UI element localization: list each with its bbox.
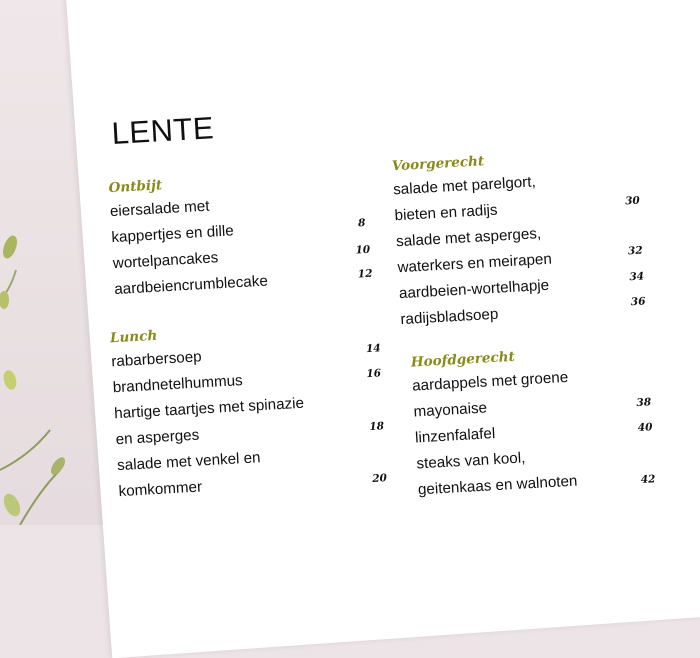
list-item: aardbeiencrumblecake xyxy=(113,272,269,299)
page-title: LENTE xyxy=(110,110,215,151)
section-lunch xyxy=(110,320,309,505)
section-voorgerecht xyxy=(391,150,555,333)
list-item: steaks van kool, xyxy=(416,449,526,473)
list-item: aardappels met groene xyxy=(411,368,569,395)
list-item: brandnetelhummus xyxy=(112,372,244,397)
page-number: 40 xyxy=(637,421,653,435)
section-heading: Voorgerecht xyxy=(391,153,485,175)
page-number: 8 xyxy=(357,216,366,230)
page-number: 38 xyxy=(636,396,652,410)
page-number: 20 xyxy=(371,472,388,485)
list-item: radijsbladsoep xyxy=(399,305,499,329)
list-item: salade met parelgort, xyxy=(392,173,537,199)
list-item: geitenkaas en walnoten xyxy=(417,472,578,499)
page-number: 32 xyxy=(627,244,643,258)
section-heading: Lunch xyxy=(109,327,158,347)
list-item: hartige taartjes met spinazie xyxy=(113,394,305,423)
page-number: 16 xyxy=(366,367,382,381)
list-item: waterkers en meirapen xyxy=(397,250,553,277)
section-ontbijt xyxy=(108,172,268,303)
list-item: bieten en radijs xyxy=(394,201,498,225)
list-item: eiersalade met xyxy=(109,197,210,221)
list-item: kappertjes en dille xyxy=(110,222,235,247)
page-number: 30 xyxy=(624,194,641,208)
page-number: 14 xyxy=(365,342,381,356)
list-item: wortelpancakes xyxy=(112,249,219,273)
section-heading: Hoofdgerecht xyxy=(410,348,516,371)
section-heading: Ontbijt xyxy=(108,177,163,197)
list-item: rabarbersoep xyxy=(110,348,203,371)
list-item: en asperges xyxy=(115,426,200,449)
section-hoofdgerecht xyxy=(410,346,578,504)
page-number: 42 xyxy=(640,473,656,486)
page-number: 34 xyxy=(629,270,645,284)
page-number: 18 xyxy=(369,420,385,434)
page-number: 36 xyxy=(630,295,646,309)
page-number: 10 xyxy=(355,243,371,257)
page-number: 12 xyxy=(357,267,373,281)
list-item: aardbeien-wortelhapje xyxy=(398,276,550,303)
list-item: komkommer xyxy=(118,478,203,501)
list-item: salade met asperges, xyxy=(395,225,542,251)
list-item: salade met venkel en xyxy=(116,449,261,475)
list-item: linzenfalafel xyxy=(414,425,496,447)
list-item: mayonaise xyxy=(413,399,488,421)
